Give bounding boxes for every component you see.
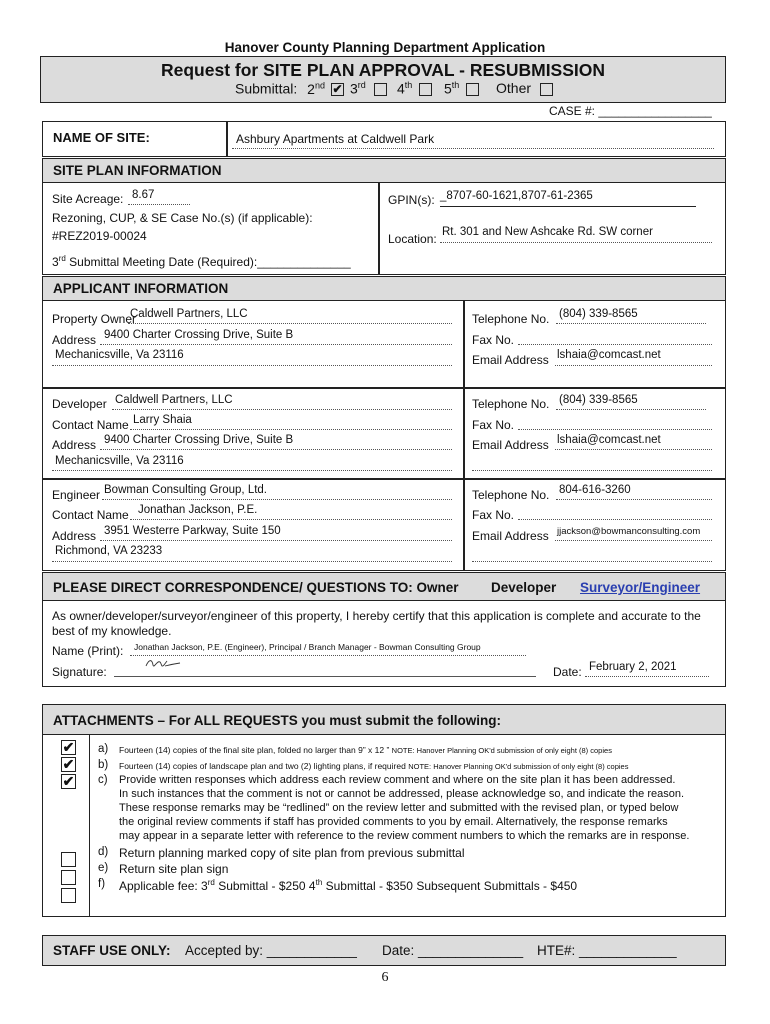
engineer-address-value[interactable]: 3951 Westerre Parkway, Suite 150 (104, 525, 281, 537)
developer-address2-value[interactable]: Mechanicsville, Va 23116 (55, 455, 184, 467)
owner-value[interactable]: Caldwell Partners, LLC (130, 308, 248, 320)
name-of-site-label: NAME OF SITE: (53, 130, 150, 145)
date-label: Date: (553, 665, 582, 679)
developer-address-label: Address (52, 438, 97, 452)
engineer-fax-label: Fax No. (472, 508, 515, 522)
gpin-underline (440, 206, 696, 207)
attachment-a-text: Fourteen (14) copies of the final site plan, folded no larger than 9” x 12 ” NOTE: Hanover Planning OK'd submission of only eight (8) copies (119, 745, 612, 755)
owner-fax-underline[interactable] (518, 344, 712, 345)
page-number: 6 (381, 970, 389, 985)
attachment-d-letter: d) (98, 846, 109, 858)
submittal-3rd-checkbox[interactable] (374, 83, 387, 96)
attachment-f-letter: f) (98, 878, 106, 890)
submittal-row (235, 80, 325, 97)
staff-accepted-by[interactable]: Accepted by: ____________ (185, 943, 357, 958)
engineer-email-value[interactable]: jjackson@bowmanconsulting.com (557, 526, 701, 537)
owner-email-label: Email Address (472, 353, 549, 367)
developer-contact-underline (130, 429, 452, 430)
form-title: Request for SITE PLAN APPROVAL - RESUBMISSION (160, 60, 606, 80)
developer-label: Developer (52, 397, 107, 411)
owner-tel-label: Telephone No. (472, 312, 550, 326)
submittal-other-checkbox[interactable] (540, 83, 553, 96)
signature-label: Signature: (52, 665, 107, 679)
developer-address2-underline (52, 470, 452, 471)
engineer-address2-value[interactable]: Richmond, VA 23233 (55, 545, 163, 557)
developer-underline (112, 409, 452, 410)
developer-contact-label: Contact Name (52, 418, 129, 432)
applicant-row-divider-1 (43, 387, 725, 389)
correspondence-developer[interactable]: Developer (491, 580, 557, 595)
attachment-c-line-1: Provide written responses which address each review comment and where on the site plan it has been addressed. (119, 774, 676, 786)
submittal-other-label: Other (496, 80, 532, 96)
developer-email-label: Email Address (472, 438, 549, 452)
attachment-c-line-2: In such instances that the comment is not or cannot be addressed, please acknowledge so, and indicate the reason. (119, 788, 685, 800)
print-name-underline (130, 655, 526, 656)
engineer-tel-label: Telephone No. (472, 488, 550, 502)
owner-tel-value[interactable]: (804) 339-8565 (559, 308, 638, 320)
attachment-e-letter: e) (98, 862, 109, 874)
location-value[interactable]: Rt. 301 and New Ashcake Rd. SW corner (442, 226, 653, 238)
gpin-label: GPIN(s): (388, 193, 435, 207)
owner-address-underline (100, 344, 452, 345)
staff-date[interactable]: Date: ______________ (382, 943, 524, 958)
attachment-f-checkbox[interactable] (61, 888, 76, 903)
attachment-b-letter: b) (98, 759, 109, 771)
engineer-label: Engineer (52, 488, 101, 502)
certify-line-1: As owner/developer/surveyor/engineer of this property, I hereby certify that this application is complete and accurate to the (52, 609, 701, 623)
attachments-heading: ATTACHMENTS – For ALL REQUESTS you must submit the following: (53, 713, 501, 728)
submittal-4th-label: 4th (397, 80, 413, 97)
attachment-c-checkbox[interactable]: ✔ (62, 773, 75, 789)
attachment-b-checkbox[interactable]: ✔ (62, 756, 75, 772)
owner-email-value[interactable]: lshaia@comcast.net (557, 349, 661, 361)
signature-scribble (144, 656, 184, 672)
attachment-a-checkbox[interactable]: ✔ (62, 739, 75, 755)
attachment-c-letter: c) (98, 774, 108, 786)
staff-use-label: STAFF USE ONLY: (53, 943, 171, 958)
attachment-f-text: Applicable fee: 3rd Submittal - $250 4th Submittal - $350 Subsequent Submittals - $450 (119, 878, 578, 893)
owner-email-underline (555, 365, 712, 366)
engineer-contact-underline (130, 519, 452, 520)
engineer-email-underline (555, 540, 712, 541)
engineer-extra-underline (472, 561, 712, 562)
location-underline (440, 242, 712, 243)
staff-hte[interactable]: HTE#: _____________ (537, 943, 677, 958)
location-label: Location: (388, 232, 437, 246)
owner-address-value[interactable]: 9400 Charter Crossing Drive, Suite B (104, 329, 294, 341)
submittal-3rd-label: 3rd (350, 80, 366, 97)
name-of-site-value[interactable]: Ashbury Apartments at Caldwell Park (236, 132, 435, 146)
engineer-email-label: Email Address (472, 529, 549, 543)
engineer-value[interactable]: Bowman Consulting Group, Ltd. (104, 484, 268, 496)
owner-underline (128, 323, 452, 324)
owner-address-label: Address (52, 333, 97, 347)
attachment-c-line-5: may appear in a separate letter with reference to the review comment numbers to which the remarks are in response. (119, 830, 690, 842)
name-of-site-underline (232, 148, 714, 149)
site-plan-divider (378, 183, 380, 275)
org-title: Hanover County Planning Department Application (224, 40, 546, 55)
developer-email-underline (555, 449, 712, 450)
attachment-e-checkbox[interactable] (61, 870, 76, 885)
developer-address-underline (100, 449, 452, 450)
developer-value[interactable]: Caldwell Partners, LLC (115, 394, 233, 406)
attachment-b-text: Fourteen (14) copies of landscape plan and two (2) lighting plans, if required NOTE: Hanover Planning OK'd submission of only eight (8) copies (119, 761, 629, 771)
submittal-5th-checkbox[interactable] (466, 83, 479, 96)
attachment-a-letter: a) (98, 743, 109, 755)
case-number[interactable]: CASE #: _________________ (549, 104, 712, 118)
developer-fax-label: Fax No. (472, 418, 515, 432)
rezoning-label: Rezoning, CUP, & SE Case No.(s) (if applicable): (52, 211, 313, 225)
correspondence-surveyor-engineer[interactable]: Surveyor/Engineer (580, 580, 701, 595)
date-value[interactable]: February 2, 2021 (589, 661, 677, 673)
owner-address2-value[interactable]: Mechanicsville, Va 23116 (55, 349, 184, 361)
developer-tel-underline (556, 409, 706, 410)
submittal-4th-checkbox[interactable] (419, 83, 432, 96)
owner-tel-underline (556, 323, 706, 324)
attachment-d-text: Return planning marked copy of site plan from previous submittal (119, 846, 465, 860)
developer-tel-label: Telephone No. (472, 397, 550, 411)
site-plan-heading: SITE PLAN INFORMATION (53, 163, 222, 178)
applicant-heading: APPLICANT INFORMATION (53, 281, 229, 296)
developer-extra-underline (472, 470, 712, 471)
meeting-date-label[interactable]: 3rd Submittal Meeting Date (Required):______________ (52, 254, 351, 269)
date-underline (585, 676, 709, 677)
attachment-e-text: Return site plan sign (119, 862, 229, 876)
rezoning-value[interactable]: #REZ2019-00024 (52, 229, 147, 243)
correspondence-heading: PLEASE DIRECT CORRESPONDENCE/ QUESTIONS TO: Owner (53, 580, 459, 595)
attachment-d-checkbox[interactable] (61, 852, 76, 867)
attachment-c-line-3: These response remarks may be “redlined” on the review letter and submitted with the revised plan, or typed below (119, 802, 679, 814)
gpin-value[interactable]: _8707-60-1621,8707-61-2365 (440, 190, 593, 202)
engineer-contact-value[interactable]: Jonathan Jackson, P.E. (138, 504, 258, 516)
certify-line-2: best of my knowledge. (52, 624, 172, 638)
developer-fax-underline[interactable] (518, 429, 712, 430)
engineer-tel-underline (556, 499, 712, 500)
print-name-label: Name (Print): (52, 644, 124, 658)
developer-tel-value[interactable]: (804) 339-8565 (559, 394, 638, 406)
owner-address2-underline (52, 365, 452, 366)
engineer-underline (102, 499, 452, 500)
developer-email-value[interactable]: lshaia@comcast.net (557, 434, 661, 446)
owner-fax-label: Fax No. (472, 333, 515, 347)
attachment-c-line-4: the original review comments if staff has provided comments to you by email. Alternatively, the response remarks (119, 816, 668, 828)
site-acreage-value[interactable]: 8.67 (132, 189, 155, 201)
engineer-address-label: Address (52, 529, 97, 543)
site-acreage-label: Site Acreage: (52, 192, 124, 206)
submittal-5th-label: 5th (444, 80, 460, 97)
signature-line[interactable] (114, 676, 536, 677)
engineer-address2-underline (52, 561, 452, 562)
engineer-contact-label: Contact Name (52, 508, 129, 522)
owner-label: Property Owner (52, 312, 137, 326)
applicant-divider (463, 301, 465, 571)
submittal-2nd-checkbox[interactable]: ✔ (332, 82, 343, 96)
developer-address-value[interactable]: 9400 Charter Crossing Drive, Suite B (104, 434, 294, 446)
engineer-fax-underline[interactable] (518, 519, 712, 520)
applicant-row-divider-2 (43, 478, 725, 480)
engineer-address-underline (100, 540, 452, 541)
engineer-tel-value[interactable]: 804-616-3260 (559, 484, 631, 496)
name-of-site-divider (226, 121, 228, 157)
submittal-2nd-label: 2nd (307, 80, 325, 97)
print-name-value[interactable]: Jonathan Jackson, P.E. (Engineer), Principal / Branch Manager - Bowman Consulting Group (134, 642, 481, 652)
site-acreage-underline (128, 204, 190, 205)
developer-contact-value[interactable]: Larry Shaia (133, 414, 192, 426)
submittal-label: Submittal: (235, 80, 298, 97)
